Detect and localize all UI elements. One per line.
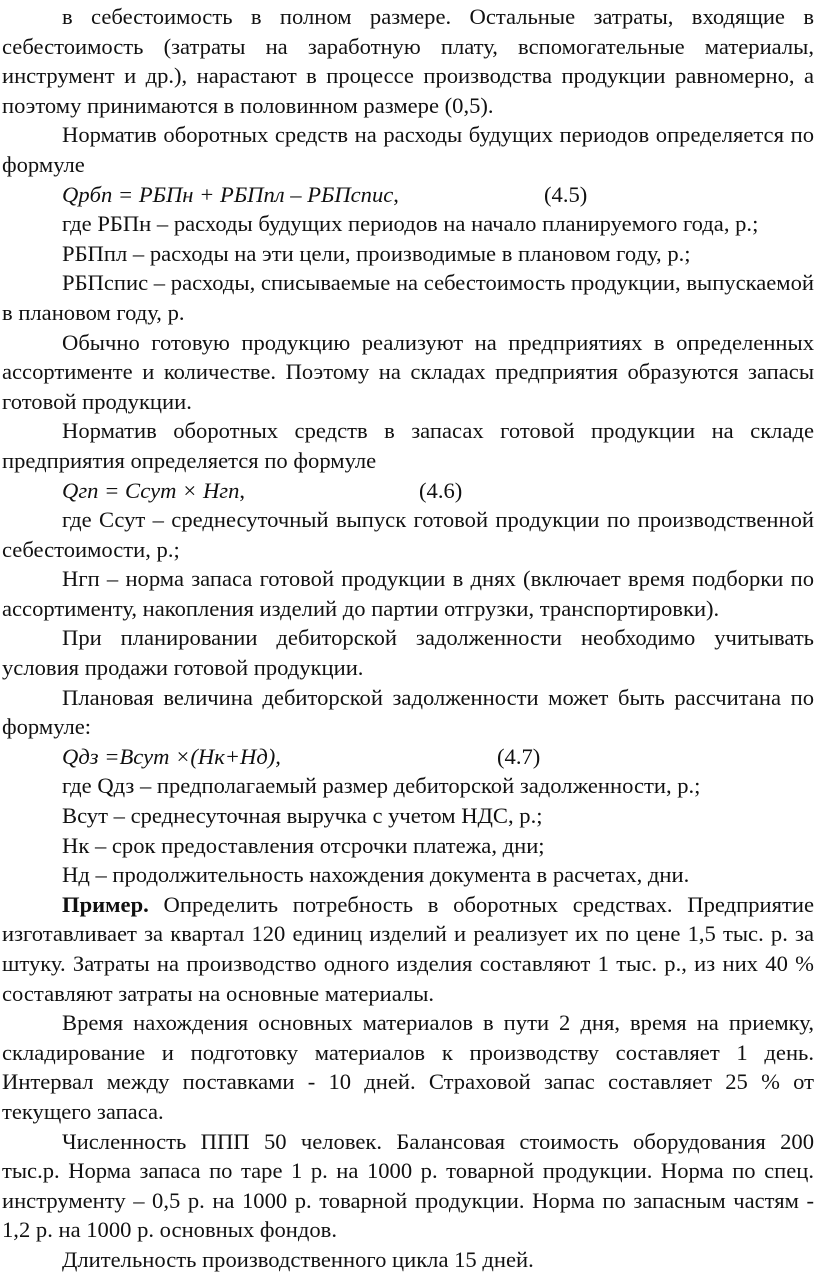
- paragraph-example: [2, 890, 814, 1008]
- formula-4-7: [2, 742, 814, 772]
- paragraph-vsut-definition: Всут – среднесуточная выручка с учетом НДС, р.;: [62, 803, 543, 829]
- paragraph-receivables-formula-intro: Плановая величина дебиторской задолженности может быть рассчитана по формуле:: [2, 684, 814, 740]
- paragraph-nk-definition: Нк – срок предоставления отсрочки платежа, дни;: [62, 832, 545, 858]
- paragraph-production-cycle: Длительность производственного цикла 15 дней.: [62, 1246, 534, 1272]
- formula-4-6-expression: Qгп = Ссут × Нгп: [62, 477, 240, 503]
- paragraph-receivables-planning: При планировании дебиторской задолженности необходимо учитывать условия продажи готовой продукции.: [2, 625, 814, 681]
- paragraph-finished-goods-norm-intro: Норматив оборотных средств в запасах готовой продукции на складе предприятия определяется по формуле: [2, 418, 814, 473]
- paragraph-nd-definition: Нд – продолжительность нахождения документа в расчетах, дни.: [62, 862, 690, 888]
- formula-4-6-comma: ,: [239, 477, 246, 503]
- formula-4-5-number: (4.5): [544, 181, 588, 207]
- paragraph-staff-equipment: Численность ППП 50 человек. Балансовая стоимость оборудования 200 тыс.р. Норма запаса по таре 1 р. на 1000 р. товарной продукции. Норма по спец. инструменту – 0,5 р. на 1000 р. товарной продукции. Норма по запасным частям - 1,2 р. на 1000 р. основных фондов.: [2, 1128, 814, 1243]
- paragraph-qdz-definition: где Qдз – предполагаемый размер дебиторской задолженности, р.;: [62, 773, 701, 799]
- paragraph-materials-time: Время нахождения основных материалов в пути 2 дня, время на приемку, складирование и подготовку материалов к производству составляет 1 день. Интервал между поставками - 10 дней. Страховой запас составляет 25 % от текущего запаса.: [2, 1010, 814, 1124]
- paragraph-ssut-definition: где Ссут – среднесуточный выпуск готовой продукции по производственной себестоимости, р.;: [2, 507, 814, 562]
- paragraph-cost-distribution: в себестоимость в полном размере. Остальные затраты, входящие в себестоимость (затраты на заработную плату, вспомогательные материалы, инструмент и др.), нарастают в процессе производства продукции равномерно, а поэтому принимаются в половинном размере (0,5).: [2, 4, 814, 118]
- formula-4-7-expression: Qдз =Всут ×(Нк+Нд),: [62, 743, 281, 769]
- formula-4-7-number: (4.7): [497, 743, 541, 769]
- formula-4-6-number: (4.6): [419, 477, 463, 503]
- formula-4-5: [2, 180, 814, 210]
- formula-4-5-comma: ,: [393, 181, 399, 207]
- paragraph-ngp-definition: Нгп – норма запаса готовой продукции в днях (включает время подборки по ассортименту, накопления изделий до партии отгрузки, транспортировки).: [2, 566, 814, 621]
- example-text: Определить потребность в оборотных средствах. Предприятие изготавливает за квартал 120 единиц изделий и реализует их по цене 1,5 тыс. р. за штуку. Затраты на производство одного изделия составляют 1 тыс. р., из них 40 % составляют затраты на основные материалы.: [2, 891, 814, 1006]
- formula-4-5-expression: Qрбп = РБПн + РБПпл – РБПспис: [62, 181, 394, 207]
- example-label: Пример.: [62, 891, 149, 917]
- paragraph-finished-goods: Обычно готовую продукцию реализуют на предприятиях в определенных ассортименте и количестве. Поэтому на складах предприятия образуются запасы готовой продукции.: [2, 329, 814, 414]
- paragraph-rbpspis-definition: РБПспис – расходы, списываемые на себестоимость продукции, выпускаемой в плановом году, р.: [2, 270, 814, 325]
- paragraph-deferred-expenses-intro: Норматив оборотных средств на расходы будущих периодов определяется по формуле: [2, 122, 814, 177]
- formula-4-6: [2, 476, 814, 506]
- paragraph-rbppl-definition: РБПпл – расходы на эти цели, производимые в плановом году, р.;: [62, 240, 691, 266]
- paragraph-rbpn-definition: где РБПн – расходы будущих периодов на начало планируемого года, р.;: [62, 211, 759, 237]
